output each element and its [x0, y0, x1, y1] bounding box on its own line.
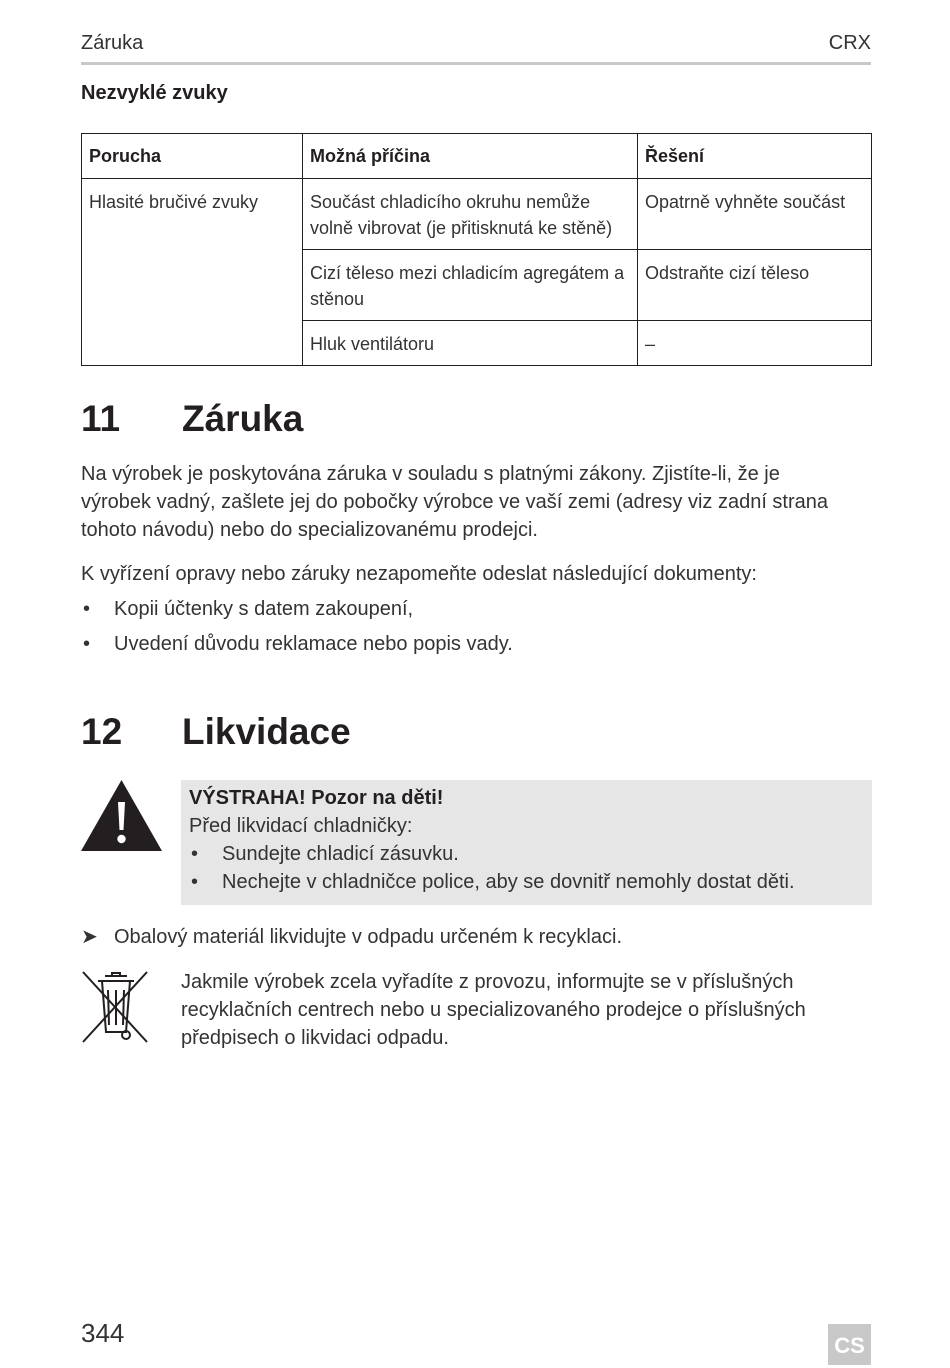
- noise-section-title: Nezvyklé zvuky: [81, 82, 228, 104]
- bullet-icon: •: [83, 598, 91, 620]
- table-header-fault: Porucha: [82, 134, 303, 179]
- header-model: CRX: [828, 32, 871, 54]
- warning-title: VÝSTRAHA! Pozor na děti!: [189, 787, 444, 809]
- table-cell-solution: –: [638, 321, 872, 366]
- table-header-row: [82, 134, 872, 179]
- table-cell-fault: Hlasité bručivé zvuky: [82, 179, 303, 366]
- page-header: [81, 30, 871, 65]
- page-number: 344: [81, 1318, 125, 1348]
- documents-list: [81, 595, 513, 665]
- arrow-icon: ➤: [81, 926, 98, 948]
- warranty-paragraph: Na výrobek je poskytována záruka v souladu s platnými zákony. Zjistíte-li, že je výrobek vadný, zašlete jej do pobočky výrobce ve vaší zemi (adresy viz zadní strana tohoto návodu) nebo do specializovanému prodejci.: [81, 463, 829, 541]
- list-item-text: Kopii účtenky s datem zakoupení,: [114, 598, 414, 620]
- list-item-text: Uvedení důvodu reklamace nebo popis vady.: [114, 633, 513, 655]
- table-cell-cause: Hluk ventilátoru: [303, 321, 638, 366]
- bullet-icon: •: [83, 633, 91, 655]
- disposal-paragraph: Jakmile výrobek zcela vyřadíte z provozu, informujte se v příslušných recyklačních centrech nebo u specializovaného prodejce o příslušných předpisech o likvidaci odpadu.: [181, 971, 806, 1049]
- table-cell-solution: Odstraňte cizí těleso: [638, 250, 872, 321]
- list-item: [81, 595, 513, 630]
- table-cell-solution: Opatrně vyhněte součást: [638, 179, 872, 250]
- list-item: [81, 630, 513, 665]
- warning-list: [189, 840, 795, 896]
- list-item-text: Sundejte chladicí zásuvku.: [222, 843, 459, 865]
- bullet-icon: •: [191, 871, 199, 893]
- bullet-icon: •: [191, 843, 199, 865]
- warning-triangle-icon: [81, 780, 162, 851]
- section-12-title: Likvidace: [182, 711, 351, 752]
- crossed-out-bin-icon: [81, 970, 151, 1044]
- section-11-heading: [81, 398, 303, 440]
- table-header-solution: Řešení: [638, 134, 872, 179]
- troubleshooting-table: [81, 133, 872, 366]
- warning-box: [181, 780, 872, 905]
- packaging-instruction-text: Obalový materiál likvidujte v odpadu určeném k recyklaci.: [114, 926, 622, 948]
- section-12-number: 12: [81, 711, 123, 752]
- language-badge: CS: [828, 1324, 871, 1365]
- section-11-number: 11: [81, 398, 121, 439]
- table-header-cause: Možná příčina: [303, 134, 638, 179]
- list-item: [189, 840, 795, 868]
- table-cell-cause: Součást chladicího okruhu nemůže volně vibrovat (je přitisknutá ke stěně): [303, 179, 638, 250]
- table-cell-cause: Cizí těleso mezi chladicím agregátem a stěnou: [303, 250, 638, 321]
- header-chapter: Záruka: [81, 32, 144, 54]
- list-item: [189, 868, 795, 896]
- table-row: [82, 179, 872, 250]
- documents-paragraph: K vyřízení opravy nebo záruky nezapomeňte odeslat následující dokumenty:: [81, 563, 757, 585]
- list-item-text: Nechejte v chladničce police, aby se dovnitř nemohly dostat děti.: [222, 871, 795, 893]
- section-11-title: Záruka: [182, 398, 304, 439]
- section-12-heading: [81, 711, 351, 753]
- packaging-instruction: [81, 923, 622, 951]
- warning-intro: Před likvidací chladničky:: [189, 815, 413, 837]
